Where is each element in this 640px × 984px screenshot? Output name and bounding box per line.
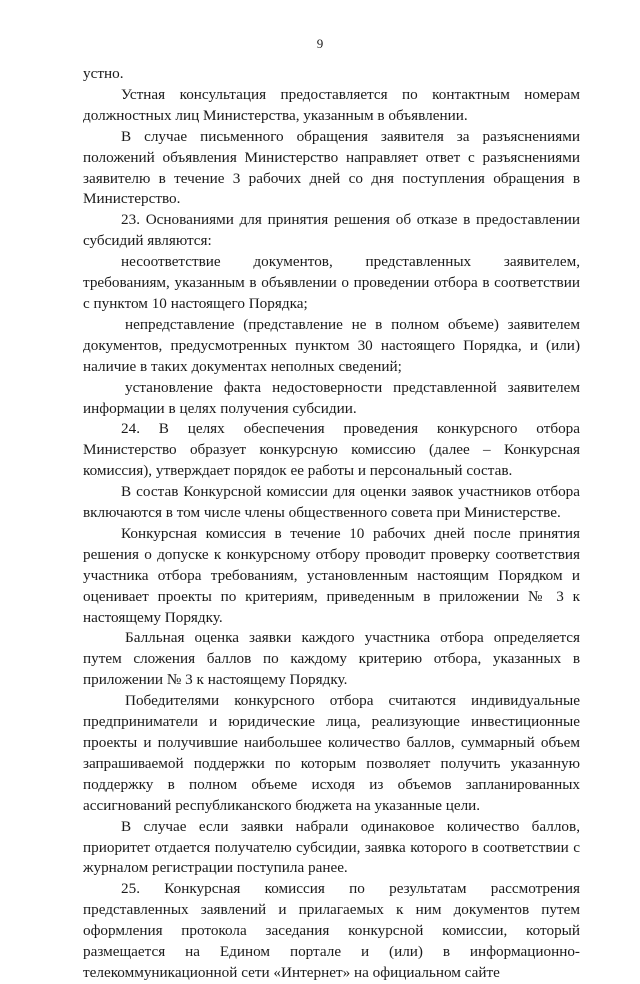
list-item: несоответствие документов, представленных заявителем, требованиям, указанным в объявлении о проведении отбора в соответствии с пунктом 10 настоящего Порядка; — [83, 253, 580, 312]
list-item: непредставление (представление не в полном объеме) заявителем документов, предусмотренных пунктом 30 настоящего Порядка, и (или) наличие в таких документах неполных сведений; — [83, 315, 580, 375]
paragraph-clause-24: 24. В целях обеспечения проведения конкурсного отбора Министерство образует конкурсную комиссию (далее – Конкурсная комиссия), утверждает порядок ее работы и персональный состав. — [83, 420, 580, 480]
paragraph: В состав Конкурсной комиссии для оценки заявок участников отбора включаются в том числе члены общественного совета при Министерстве. — [83, 483, 580, 522]
document-body — [83, 64, 580, 984]
paragraph-clause-25: 25. Конкурсная комиссия по результатам рассмотрения представленных заявлений и прилагаемых к ним документов путем оформления протокола заседания конкурсной комиссии, который размещается на Едином портале и (или) в информационно-телекоммуникационной сети «Интернет» на официальном сайте — [83, 880, 580, 981]
page-number: 9 — [316, 36, 324, 51]
paragraph: Балльная оценка заявки каждого участника отбора определяется путем сложения баллов по каждому критерию отбора, указанных в приложении № 3 к настоящему Порядку. — [83, 629, 580, 689]
paragraph: В случае если заявки набрали одинаковое количество баллов, приоритет отдается получателю субсидии, заявка которого в соответствии с журналом регистрации поступила ранее. — [83, 817, 580, 877]
paragraph: В случае письменного обращения заявителя за разъяснениями положений объявления Министерство направляет ответ с разъяснениями заявителю в течение 3 рабочих дней со дня поступления обращения в Министерство. — [83, 127, 580, 208]
paragraph: Устная консультация предоставляется по контактным номерам должностных лиц Министерства, указанным в объявлении. — [83, 85, 580, 124]
paragraph-clause-23: 23. Основаниями для принятия решения об отказе в предоставлении субсидий являются: — [83, 211, 580, 250]
paragraph: устно. — [83, 65, 124, 82]
paragraph: Победителями конкурсного отбора считаются индивидуальные предприниматели и юридические лица, реализующие инвестиционные проекты и получившие наибольшее количество баллов, суммарный объем запрашиваемой поддержки по которым позволяет получить указанную поддержку в полном объеме исходя из объемов запланированных ассигнований республиканского бюджета на указанные цели. — [83, 692, 580, 814]
paragraph: Конкурсная комиссия в течение 10 рабочих дней после принятия решения о допуске к конкурсному отбору проводит проверку соответствия участника отбора требованиям, установленным настоящим Порядком и оценивает проекты по критериям, приведенным в приложении № 3 к настоящему Порядку. — [83, 524, 580, 626]
list-item: установление факта недостоверности представленной заявителем информации в целях получения субсидии. — [83, 378, 580, 417]
